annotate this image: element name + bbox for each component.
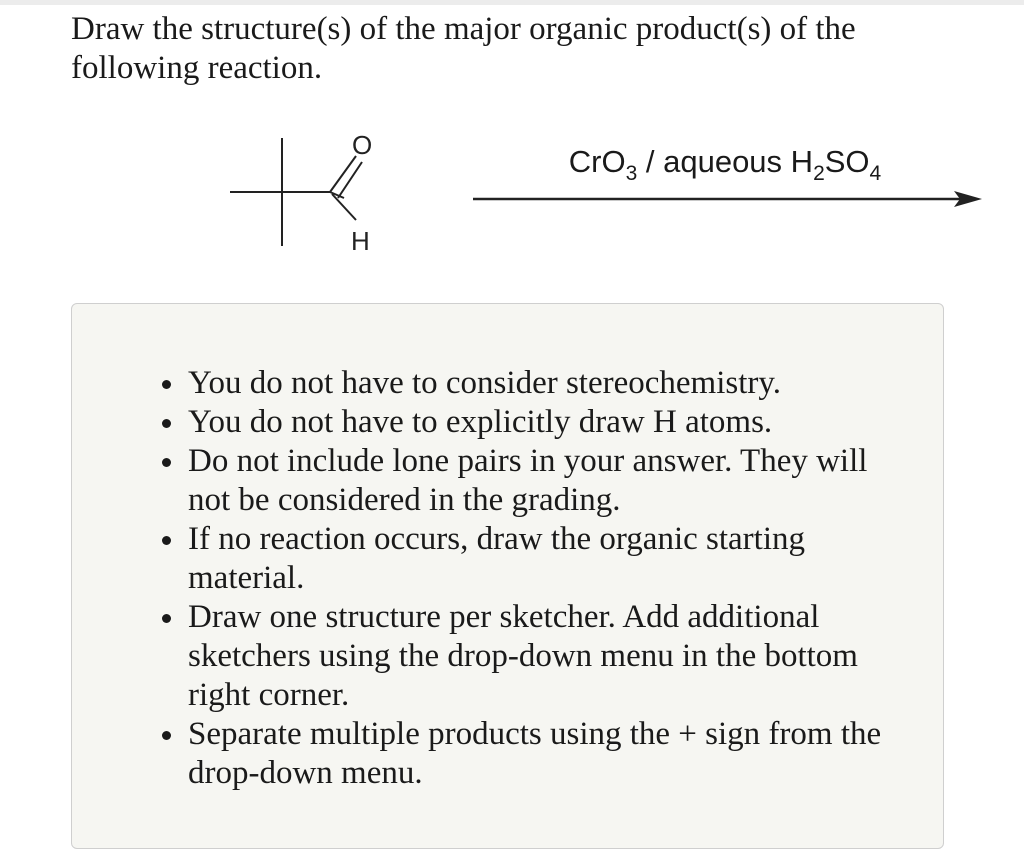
instruction-item: Separate multiple products using the + sign from the drop-down menu.: [162, 715, 902, 793]
instruction-item: If no reaction occurs, draw the organic starting material.: [162, 520, 902, 598]
bullet-icon: [162, 458, 171, 467]
top-bar: [0, 0, 1024, 5]
instructions-panel: [71, 303, 944, 849]
instruction-item: Draw one structure per sketcher. Add additional sketchers using the drop-down menu in the bottom right corner.: [162, 598, 902, 715]
instructions-list: [162, 364, 902, 793]
instruction-item: Do not include lone pairs in your answer. They will not be considered in the grading.: [162, 442, 902, 520]
bond-co-2: [338, 162, 362, 198]
question-prompt: Draw the structure(s) of the major organic product(s) of the following reaction.: [71, 11, 856, 86]
reaction-scheme: [0, 118, 1024, 278]
reactant-structure: [0, 118, 1024, 278]
bullet-icon: [162, 536, 171, 545]
reagent-label: CrO$_3$ / aqueous $H_2SO_4$: [568, 144, 882, 185]
instruction-item: You do not have to consider stereochemistry.: [162, 364, 902, 403]
bullet-icon: [162, 419, 171, 428]
bullet-icon: [162, 731, 171, 740]
bullet-icon: [162, 380, 171, 389]
oxygen-atom-label: O: [352, 130, 373, 160]
hydrogen-atom-label: H: [351, 226, 370, 256]
bond-co-1: [330, 156, 356, 192]
bullet-icon: [162, 614, 171, 623]
instruction-item: You do not have to explicitly draw H atoms.: [162, 403, 902, 442]
